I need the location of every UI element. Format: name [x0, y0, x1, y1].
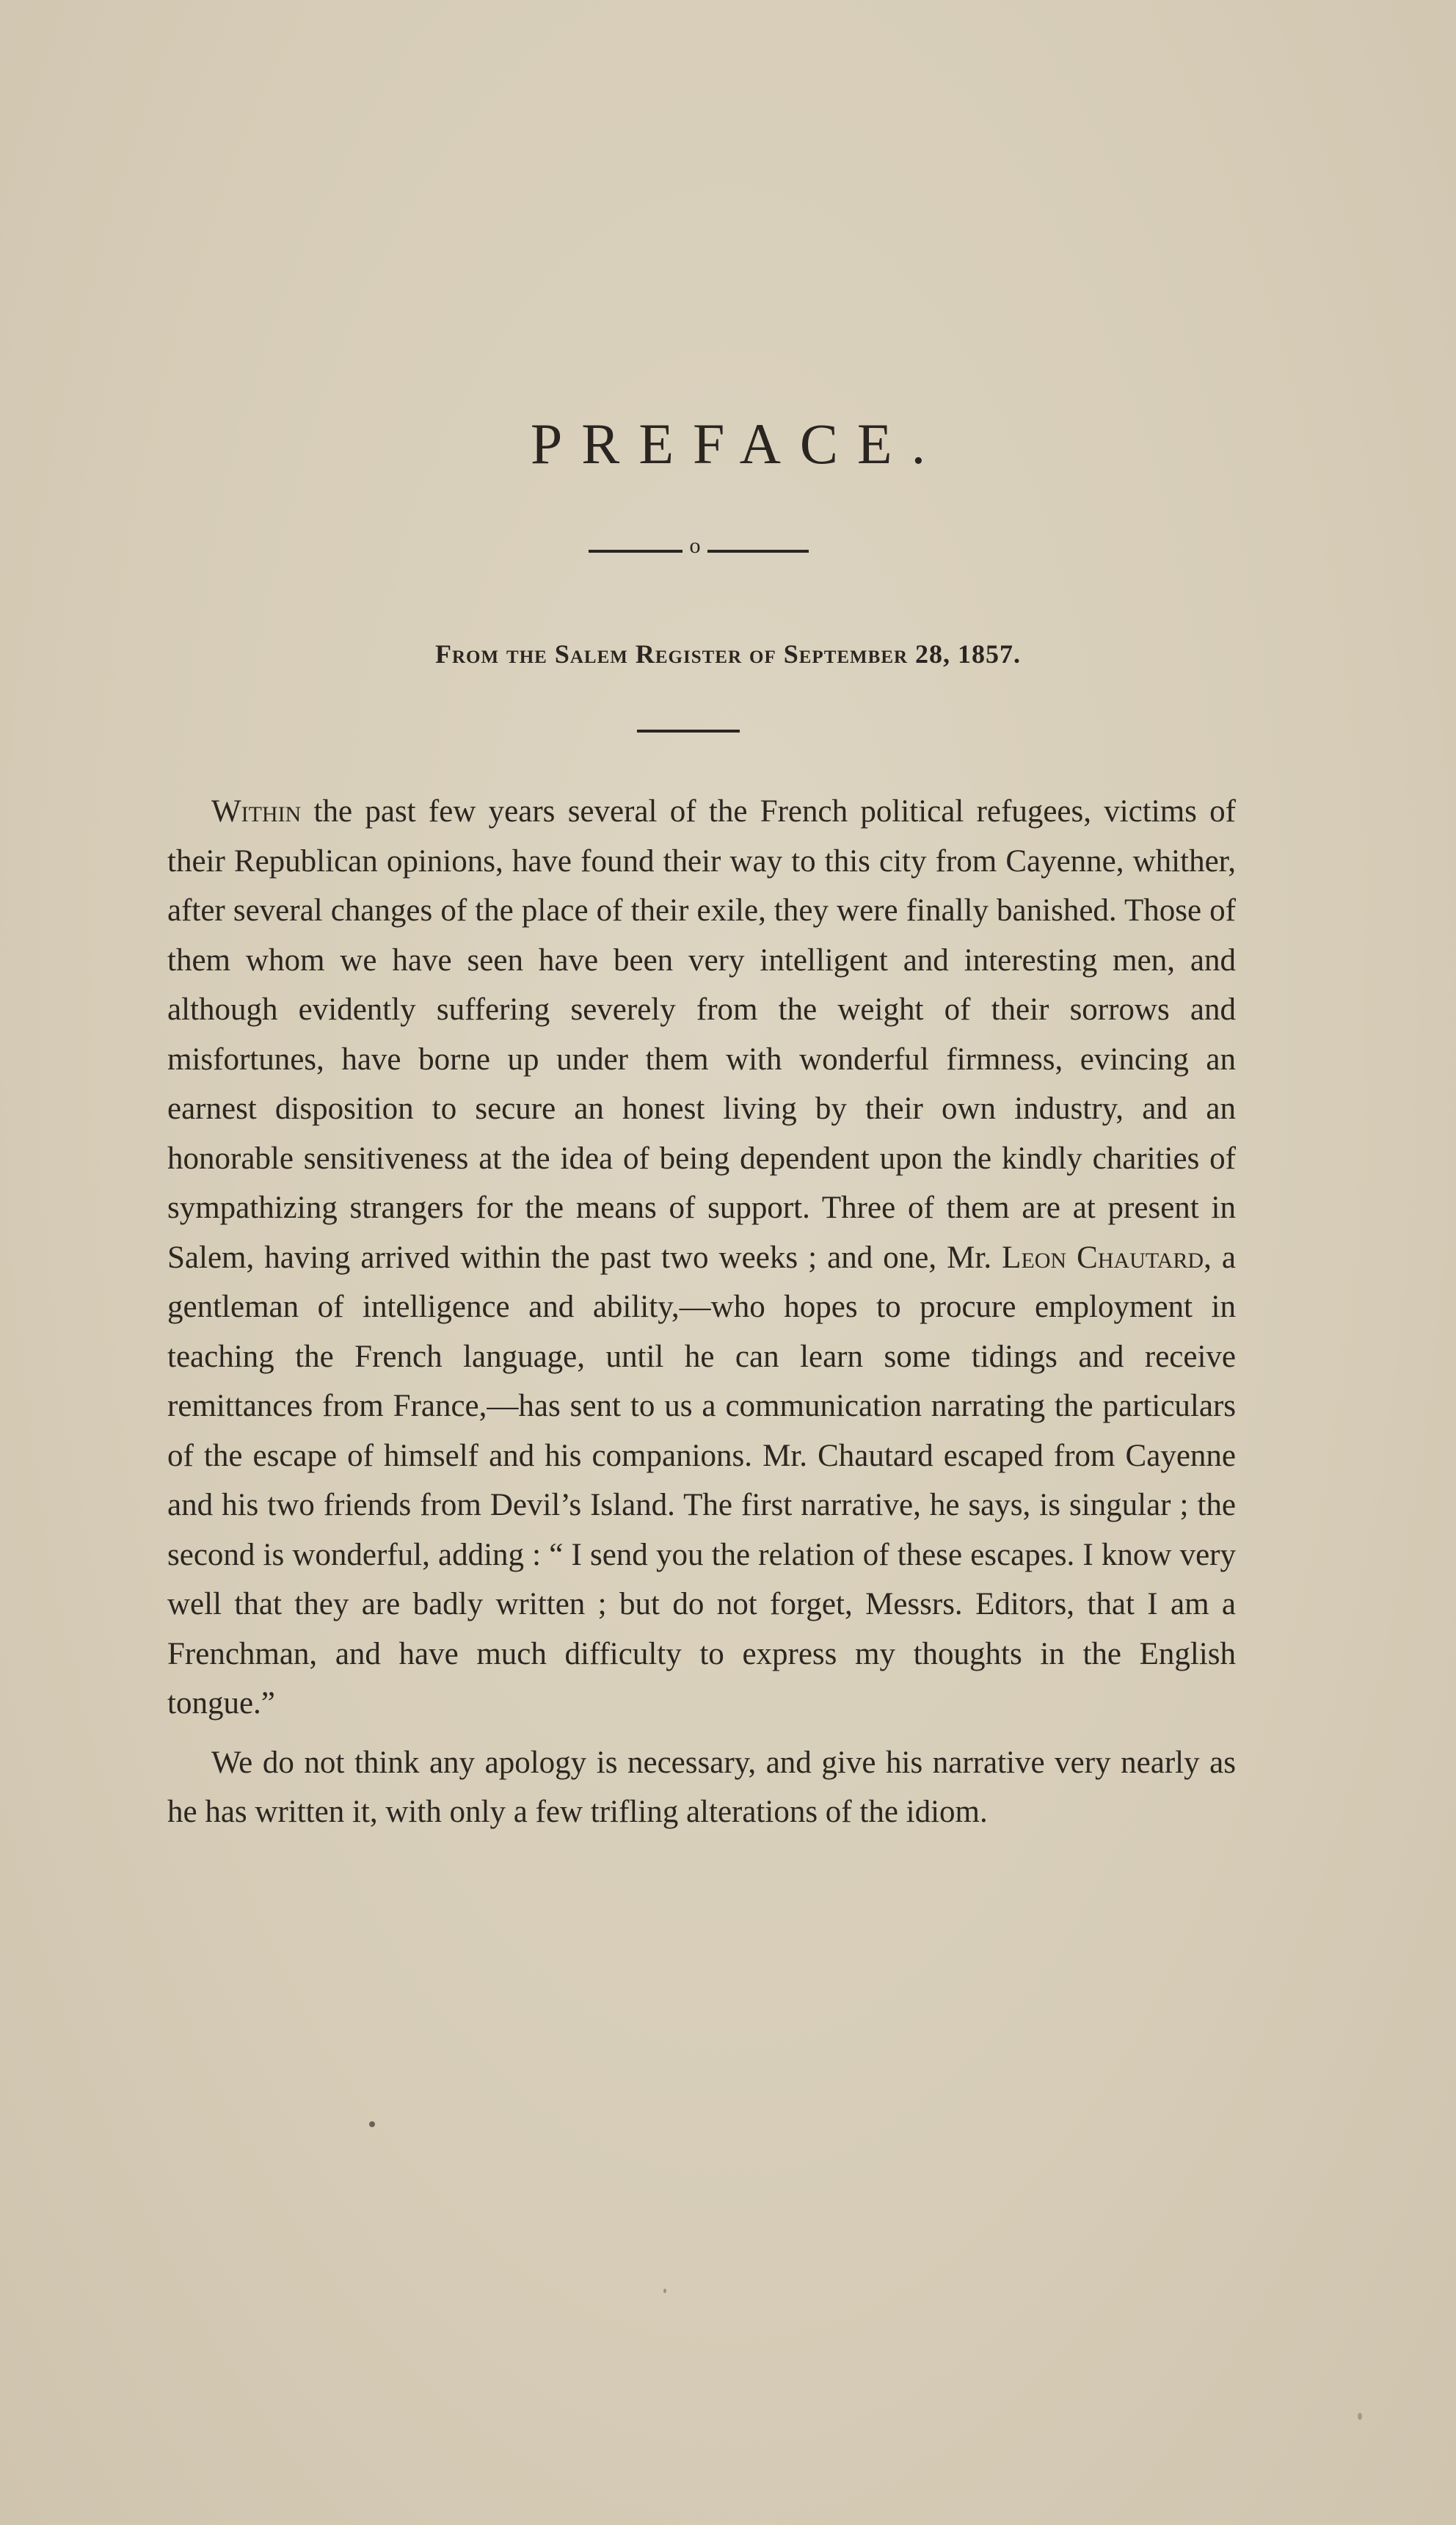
paper-speck [369, 2121, 375, 2127]
section-rule [637, 730, 740, 733]
page-title: PREFACE. [530, 412, 945, 476]
paragraph-1-text-b: , a gentleman of intelligence and ability,—who hopes to procure employment in teaching the French language, until he can learn some tidings and receive remittances from France,—has sent to us a communication narrating the particulars of the escape of himself and his companions. Mr. Chautard escaped from Cayenne and his two friends from Devil’s Island. The first narrative, he says, is singular ; the second is wonderful, adding : “ I send you the relation of these escapes. I know very well that they are badly written ; but do not forget, Messrs. Editors, that I am a Frenchman, and have much difficulty to express my thoughts in the English tongue.” [167, 1240, 1236, 1721]
paragraph-1 [167, 787, 1236, 1729]
ornament-line-left [589, 550, 682, 553]
paper-speck [663, 2289, 666, 2293]
title-ornament [589, 534, 809, 562]
ornament-line-right [707, 550, 809, 553]
body-text [167, 787, 1236, 1837]
person-name: Leon Chautard [1002, 1240, 1204, 1275]
lead-word: Within [211, 794, 302, 829]
paragraph-1-text-a: the past few years several of the French political refugees, victims of their Republican opinions, have found their way to this city from Cayenne, whither, after several changes of the place of their exile, they were finally banished. Those of them whom we have seen have been very intelligent and interesting men, and although evidently suffering severely from the weight of their sorrows and misfortunes, have borne up under them with wonderful firmness, evincing an earnest disposition to secure an honest living by their own industry, and an honorable sensitiveness at the idea of being dependent upon the kindly charities of sympathizing strangers for the means of support. Three of them are at present in Salem, having arrived within the past two weeks ; and one, Mr. [167, 794, 1236, 1275]
paper-speck [1358, 2413, 1362, 2420]
source-publication: From the Salem Register of September [434, 639, 909, 669]
paragraph-2: We do not think any apology is necessary, and give his narrative very nearly as he has written it, with only a few trifling alterations of the idiom. [167, 1745, 1236, 1829]
ornament-circle: o [689, 534, 701, 558]
source-line [0, 639, 1456, 669]
source-date: 28, 1857. [908, 639, 1022, 669]
